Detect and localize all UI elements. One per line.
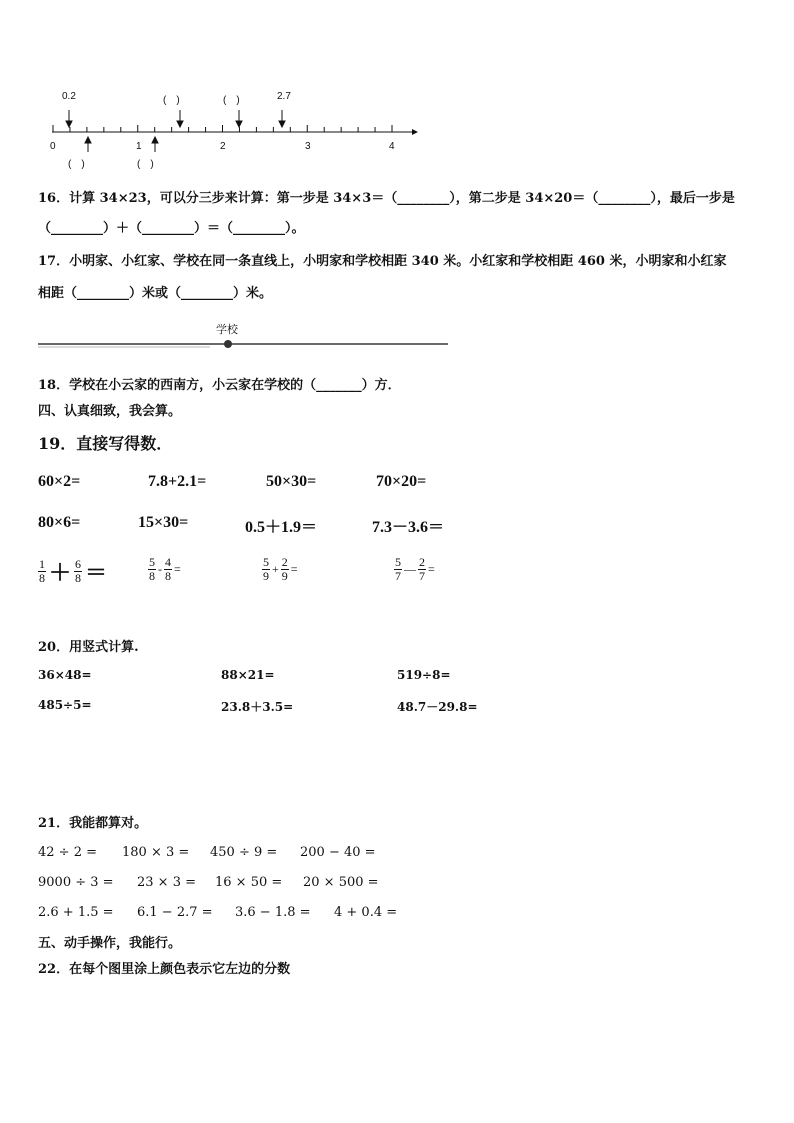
- q22-title: 22．在每个图里涂上颜色表示它左边的分数: [38, 962, 291, 977]
- school-point-icon: [224, 340, 232, 348]
- q20-r1-c3: 519÷8=: [397, 668, 451, 682]
- up-arrows: [85, 137, 158, 152]
- axis-arrow-icon: [412, 129, 418, 135]
- tick-number-2: 2: [220, 141, 226, 152]
- q21-r3-c3: 3.6 − 1.8 =: [235, 905, 311, 920]
- numerator: 5: [263, 555, 269, 569]
- q21-r3-c4: 4 + 0.4 =: [334, 905, 398, 920]
- top-label-2-7: 2.7: [277, 91, 291, 102]
- equals: =: [428, 562, 435, 576]
- q19-r2-c1: 80×6=: [38, 514, 81, 531]
- q19-r2-c4: 7.3－3.6＝: [372, 519, 445, 536]
- numerator: 1: [39, 557, 45, 571]
- q21-title: 21．我能都算对。: [38, 816, 148, 831]
- q21-r2-c3: 16 × 50 =: [215, 875, 283, 890]
- q21-r1-c4: 200 − 40 =: [300, 845, 376, 860]
- denominator: 8: [75, 571, 82, 585]
- q21-r1-c3: 450 ÷ 9 =: [210, 845, 278, 860]
- q21-r3-c2: 6.1 − 2.7 =: [137, 905, 213, 920]
- section4-title: 四、认真细致，我会算。: [38, 404, 182, 419]
- q20-r2-c2: 23.8＋3.5=: [221, 700, 294, 714]
- down-arrow-icon: [236, 121, 242, 127]
- numerator: 6: [75, 557, 82, 571]
- numerator: 4: [165, 555, 171, 569]
- section5-title: 五、动手操作，我能行。: [38, 936, 182, 951]
- denominator: 8: [165, 569, 171, 583]
- q19-r1-c4: 70×20=: [376, 473, 427, 490]
- numerator: 5: [149, 555, 155, 569]
- number-line-svg: [0, 0, 430, 170]
- numerator: 2: [419, 555, 425, 569]
- q21-r1-c2: 180 × 3 =: [122, 845, 190, 860]
- school-line-svg: [30, 334, 455, 354]
- denominator: 7: [419, 569, 425, 583]
- q19-fraction-2: [148, 556, 183, 583]
- denominator: 9: [263, 569, 269, 583]
- top-label-0-2: 0.2: [62, 91, 76, 102]
- q21-r2-c4: 20 × 500 =: [303, 875, 379, 890]
- q19-r2-c3: 0.5＋1.9＝: [245, 519, 318, 536]
- denominator: 9: [281, 569, 288, 583]
- operator: +: [272, 562, 279, 576]
- denominator: 8: [149, 569, 155, 583]
- bottom-blank-2[interactable]: ( ): [137, 159, 154, 170]
- q16-line2: （________）＋（________）＝（________）。: [38, 221, 305, 236]
- q19-r1-c3: 50×30=: [266, 473, 317, 490]
- q20-r2-c1: 485÷5=: [38, 698, 92, 712]
- q19-fraction-3: [262, 556, 300, 583]
- q21-r3-c1: 2.6 + 1.5 =: [38, 905, 114, 920]
- q21-r2-c2: 23 × 3 =: [137, 875, 196, 890]
- equals: ＝: [85, 560, 108, 585]
- q18-text: 18．学校在小云家的西南方，小云家在学校的（_______）方．: [38, 378, 401, 393]
- q20-r2-c3: 48.7－29.8=: [397, 700, 478, 714]
- numerator: 2: [281, 555, 288, 569]
- q19-title: 19．直接写得数．: [38, 434, 173, 453]
- numerator: 5: [395, 555, 401, 569]
- q17-line1: 17．小明家、小红家、学校在同一条直线上，小明家和学校相距 340 米。小红家和学校相距 460 米，小明家和小红家: [38, 254, 727, 269]
- q19-fraction-1: [38, 556, 110, 587]
- q19-r2-c2: 15×30=: [138, 514, 189, 531]
- down-arrow-icon: [177, 121, 183, 127]
- tick-number-1: 1: [136, 141, 142, 152]
- equals: =: [174, 562, 181, 576]
- q19-r1-c2: 7.8+2.1=: [148, 473, 207, 490]
- equals: =: [290, 562, 298, 576]
- q19-r1-c1: 60×2=: [38, 473, 81, 490]
- top-blank-1[interactable]: ( ): [163, 95, 180, 106]
- operator: -: [158, 562, 162, 576]
- q21-r2-c1: 9000 ÷ 3 =: [38, 875, 114, 890]
- up-arrow-icon: [152, 137, 158, 143]
- bottom-blank-1[interactable]: ( ): [68, 159, 85, 170]
- down-arrows: [66, 110, 285, 127]
- tick-number-4: 4: [389, 141, 395, 152]
- top-blank-2[interactable]: ( ): [223, 95, 240, 106]
- operator: ＋: [49, 560, 72, 585]
- denominator: 7: [395, 569, 401, 583]
- tick-number-3: 3: [305, 141, 311, 152]
- q16-line1: 16．计算 34×23，可以分三步来计算：第一步是 34×3＝（________），第二步是 34×20＝（________），最后一步是: [38, 191, 735, 206]
- school-label: 学校: [216, 323, 238, 336]
- down-arrow-icon: [66, 121, 72, 127]
- q20-title: 20．用竖式计算.: [38, 640, 139, 655]
- q21-r1-c1: 42 ÷ 2 =: [38, 845, 97, 860]
- tick-number-0: 0: [50, 141, 56, 152]
- q20-r1-c1: 36×48=: [38, 668, 92, 682]
- denominator: 8: [39, 571, 45, 585]
- down-arrow-icon: [279, 121, 285, 127]
- q17-line2: 相距（________）米或（________）米。: [38, 286, 273, 301]
- up-arrow-icon: [85, 137, 91, 143]
- q19-fraction-4: [394, 556, 437, 583]
- operator: —: [404, 562, 416, 576]
- q20-r1-c2: 88×21=: [221, 668, 275, 682]
